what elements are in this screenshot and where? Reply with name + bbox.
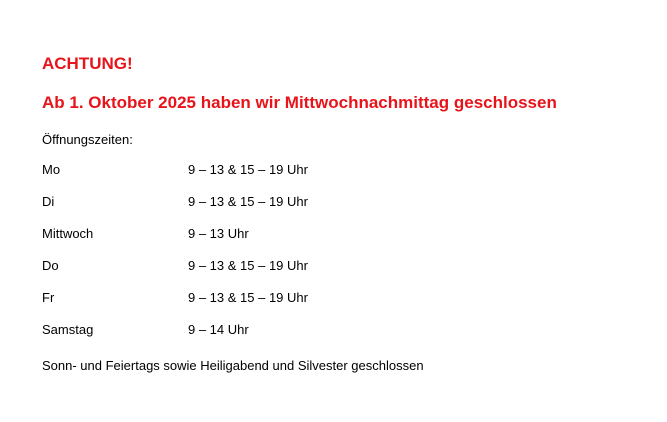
day-label: Fr — [42, 290, 55, 305]
opening-hours-table-body — [42, 162, 627, 354]
table-row — [42, 194, 627, 226]
table-row — [42, 290, 627, 322]
table-row — [42, 226, 627, 258]
alert-heading: ACHTUNG! — [42, 54, 133, 73]
alert-subheading: Ab 1. Oktober 2025 haben wir Mittwochnachmittag geschlossen — [42, 93, 557, 112]
table-row — [42, 258, 627, 290]
time-value: 9 – 14 Uhr — [188, 322, 249, 337]
time-value: 9 – 13 & 15 – 19 Uhr — [188, 258, 308, 273]
day-label: Di — [42, 194, 55, 209]
opening-hours-table — [42, 162, 627, 354]
time-value: 9 – 13 & 15 – 19 Uhr — [188, 162, 308, 177]
time-value: 9 – 13 & 15 – 19 Uhr — [188, 194, 308, 209]
time-value: 9 – 13 Uhr — [188, 226, 249, 241]
closed-days-footnote: Sonn- und Feiertags sowie Heiligabend und Silvester geschlossen — [42, 358, 424, 373]
day-label: Mo — [42, 162, 61, 177]
time-value: 9 – 13 & 15 – 19 Uhr — [188, 290, 308, 305]
day-label: Mittwoch — [42, 226, 94, 241]
table-row — [42, 322, 627, 354]
opening-hours-label: Öffnungszeiten: — [42, 132, 133, 147]
table-row — [42, 162, 627, 194]
day-label: Do — [42, 258, 59, 273]
day-label: Samstag — [42, 322, 94, 337]
